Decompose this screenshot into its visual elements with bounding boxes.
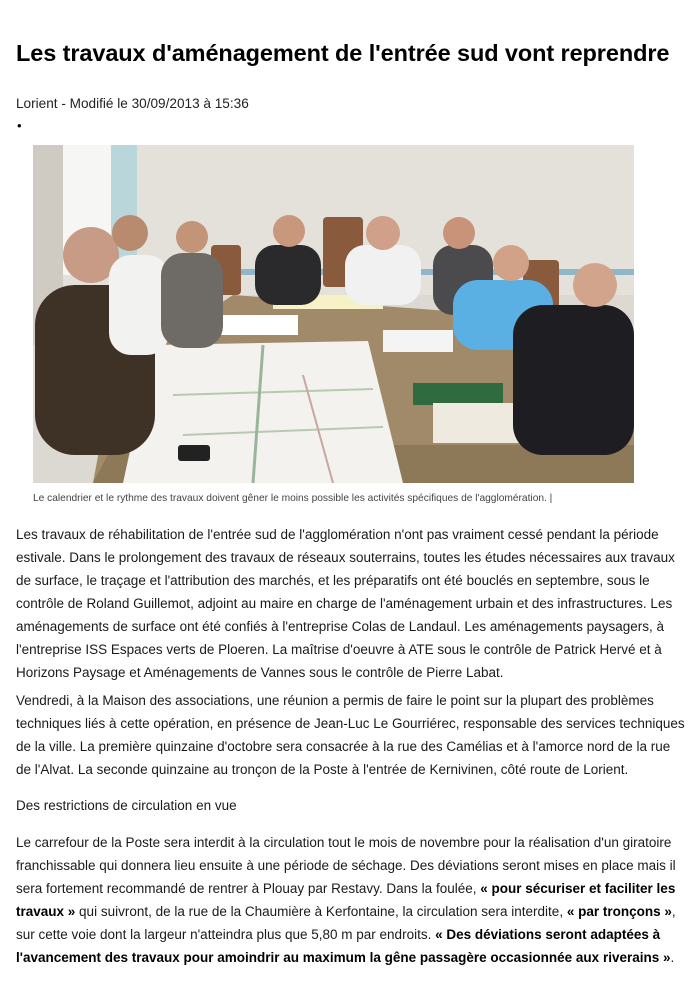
p4-text-1: Le carrefour de la Poste sera interdit à la circulation tout le mois de novembre pour la réalisation d'un giratoire franchissable qui donnera lieu ensuite à une période de séchage. Des déviations seront mises en place mais il sera fortement recommandé de rentrer à Plouay par Restavy. Dans la foulée,	[16, 835, 676, 896]
p4-text-3: , sur cette voie dont la largeur n'atteindra plus que 5,80 m par endroits.	[16, 904, 676, 942]
p4-quote-2: « par tronçons »	[566, 904, 672, 919]
paragraph-1: Les travaux de réhabilitation de l'entrée sud de l'agglomération n'ont pas vraiment cessé pendant la période estivale. Dans le prolongement des travaux de réseaux souterrains, toutes les études nécessaires aux travaux de surface, le traçage et l'attribution des marchés, et les préparatifs ont été bouclés en septembre, sous le contrôle de Roland Guillemot, adjoint au maire en charge de l'aménagement urbain et des infrastructures. Les aménagements de surface ont été confiés à l'entreprise Colas de Landaul. Les aménagements paysagers, à l'entreprise ISS Espaces verts de Ploeren. La maîtrise d'oeuvre à ATE sous le contrôle de Patrick Hervé et à Horizons Paysage et Aménagements de Vannes sous le contrôle de Pierre Labat.	[16, 527, 675, 680]
p4-text-2: qui suivront, de la rue de la Chaumière à Kerfontaine, la circulation sera interdite,	[75, 904, 567, 919]
article-meta: Lorient - Modifié le 30/09/2013 à 15:36	[16, 96, 249, 111]
p4-text-4: .	[670, 950, 675, 965]
paragraph-4	[16, 831, 686, 969]
photo-caption: Le calendrier et le rythme des travaux doivent gêner le moins possible les activités spécifiques de l'agglomération. |	[33, 493, 553, 504]
p4-quote-1: « pour sécuriser et faciliter les travaux »	[16, 881, 676, 919]
list-bullet: •	[17, 118, 22, 133]
article-title: Les travaux d'aménagement de l'entrée sud vont reprendre	[16, 40, 670, 66]
article-photo	[33, 145, 634, 483]
meeting-photo-illustration	[33, 145, 634, 483]
subheading-restrictions: Des restrictions de circulation en vue	[16, 798, 237, 813]
p4-quote-3: « Des déviations seront adaptées à l'avancement des travaux pour amoindrir au maximum la gêne passagère occasionnée aux riverains »	[16, 927, 671, 965]
paragraph-2: Vendredi, à la Maison des associations, une réunion a permis de faire le point sur la plupart des problèmes techniques liés à cette opération, en présence de Jean-Luc Le Gourriérec, responsable des services techniques de la ville. La première quinzaine d'octobre sera consacrée à la rue des Camélias et à l'amorce nord de la rue de l'Alvat. La seconde quinzaine au tronçon de la Poste à l'entrée de Kernivinen, côté route de Lorient.	[16, 693, 685, 777]
